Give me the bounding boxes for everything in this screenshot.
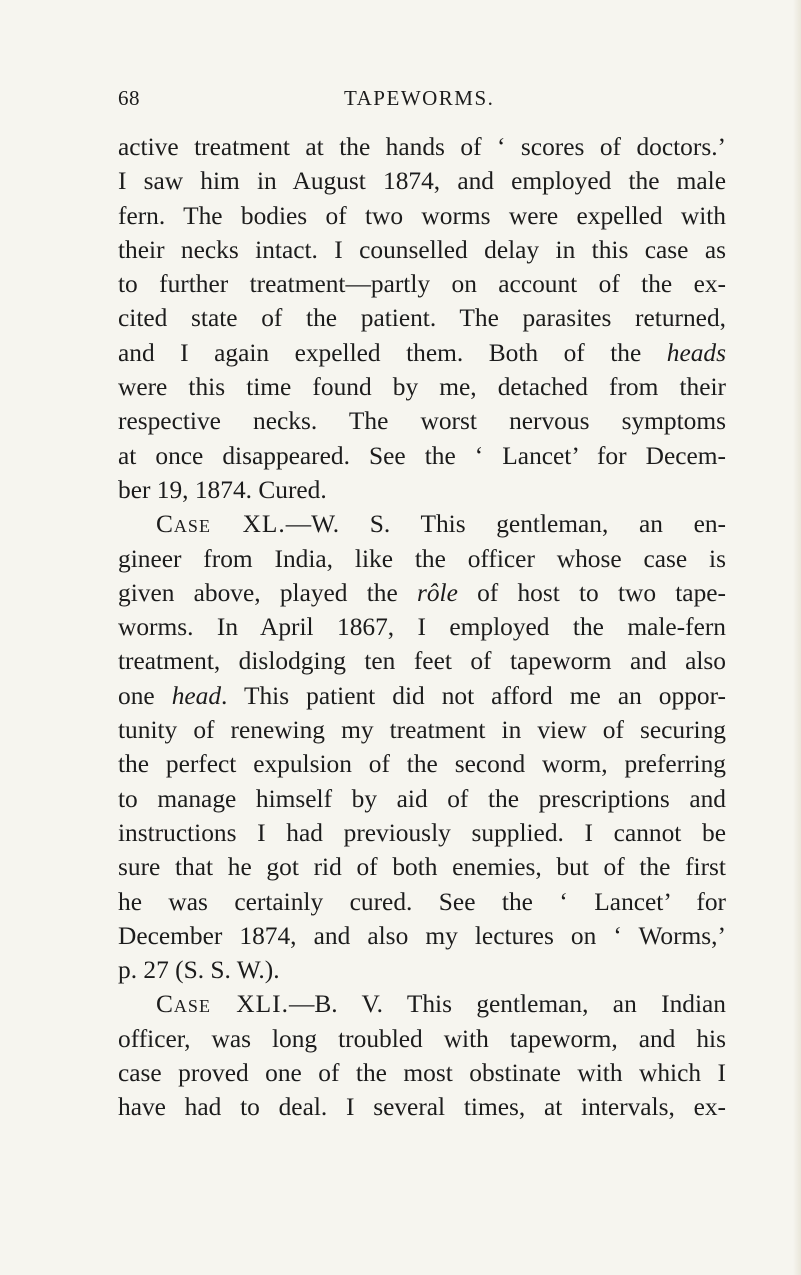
text-line	[118, 576, 726, 610]
text-line: I saw him in August 1874, and employed the male	[118, 167, 726, 196]
text-line: respective necks. The worst nervous symptoms	[118, 407, 726, 436]
text-line: December 1874, and also my lectures on ‘ Worms,’	[118, 921, 726, 950]
text-line: to further treatment—partly on account of the ex-	[118, 270, 726, 299]
text-segment: and I again expelled them. Both of the	[118, 338, 667, 367]
text-segment: of host to two tape-	[457, 578, 726, 607]
text-segment: . This patient did not afford me an oppor-	[221, 681, 726, 710]
text-line: to manage himself by aid of the prescriptions and	[118, 784, 726, 813]
case-heading-line	[118, 507, 726, 541]
text-line	[118, 336, 726, 370]
italic-word-heads: heads	[666, 338, 726, 367]
text-line: instructions I had previously supplied. I cannot be	[118, 818, 726, 847]
text-line: fern. The bodies of two worms were expelled with	[118, 201, 726, 230]
text-line: treatment, dislodging ten feet of tapeworm and also	[118, 647, 726, 676]
text-line: at once disappeared. See the ‘ Lancet’ for Decem-	[118, 441, 726, 470]
text-line: case proved one of the most obstinate with which I	[118, 1059, 726, 1088]
text-line: officer, was long troubled with tapeworm, and his	[118, 1024, 726, 1053]
page-edge-shadow	[793, 0, 801, 1275]
text-segment: —B. V. This gentleman, an Indian	[288, 990, 726, 1019]
text-line: sure that he got rid of both enemies, but of the first	[118, 853, 726, 882]
case-heading-line	[118, 987, 726, 1021]
running-head	[118, 86, 722, 116]
body-text	[118, 130, 726, 1125]
text-line: worms. In April 1867, I employed the male-fern	[118, 613, 726, 642]
text-line: he was certainly cured. See the ‘ Lancet’ for	[118, 887, 726, 916]
running-title: TAPEWORMS.	[344, 86, 495, 110]
text-line: have had to deal. I several times, at intervals, ex-	[118, 1093, 726, 1122]
text-line: the perfect expulsion of the second worm, preferring	[118, 750, 726, 779]
text-segment: given above, played the	[118, 578, 417, 607]
italic-word-head: head	[171, 681, 222, 710]
text-line: their necks intact. I counselled delay in this case as	[118, 235, 726, 264]
text-segment: —W. S. This gentleman, an en-	[285, 510, 726, 539]
text-line: active treatment at the hands of ‘ scores of doctors.’	[118, 133, 726, 161]
text-line	[118, 679, 726, 713]
italic-word-role: rôle	[416, 578, 458, 607]
case-label: Case XL.	[156, 510, 286, 539]
page-number: 68	[118, 86, 140, 110]
text-line: ber 19, 1874. Cured.	[118, 475, 327, 504]
text-line: cited state of the patient. The parasites returned,	[118, 304, 726, 333]
text-line: were this time found by me, detached from their	[118, 373, 726, 402]
text-line: p. 27 (S. S. W.).	[118, 956, 280, 985]
text-line: tunity of renewing my treatment in view of securing	[118, 716, 726, 745]
text-segment: one	[118, 681, 172, 710]
text-line: gineer from India, like the officer whose case is	[118, 544, 726, 573]
case-label: Case XLI.	[156, 990, 289, 1019]
